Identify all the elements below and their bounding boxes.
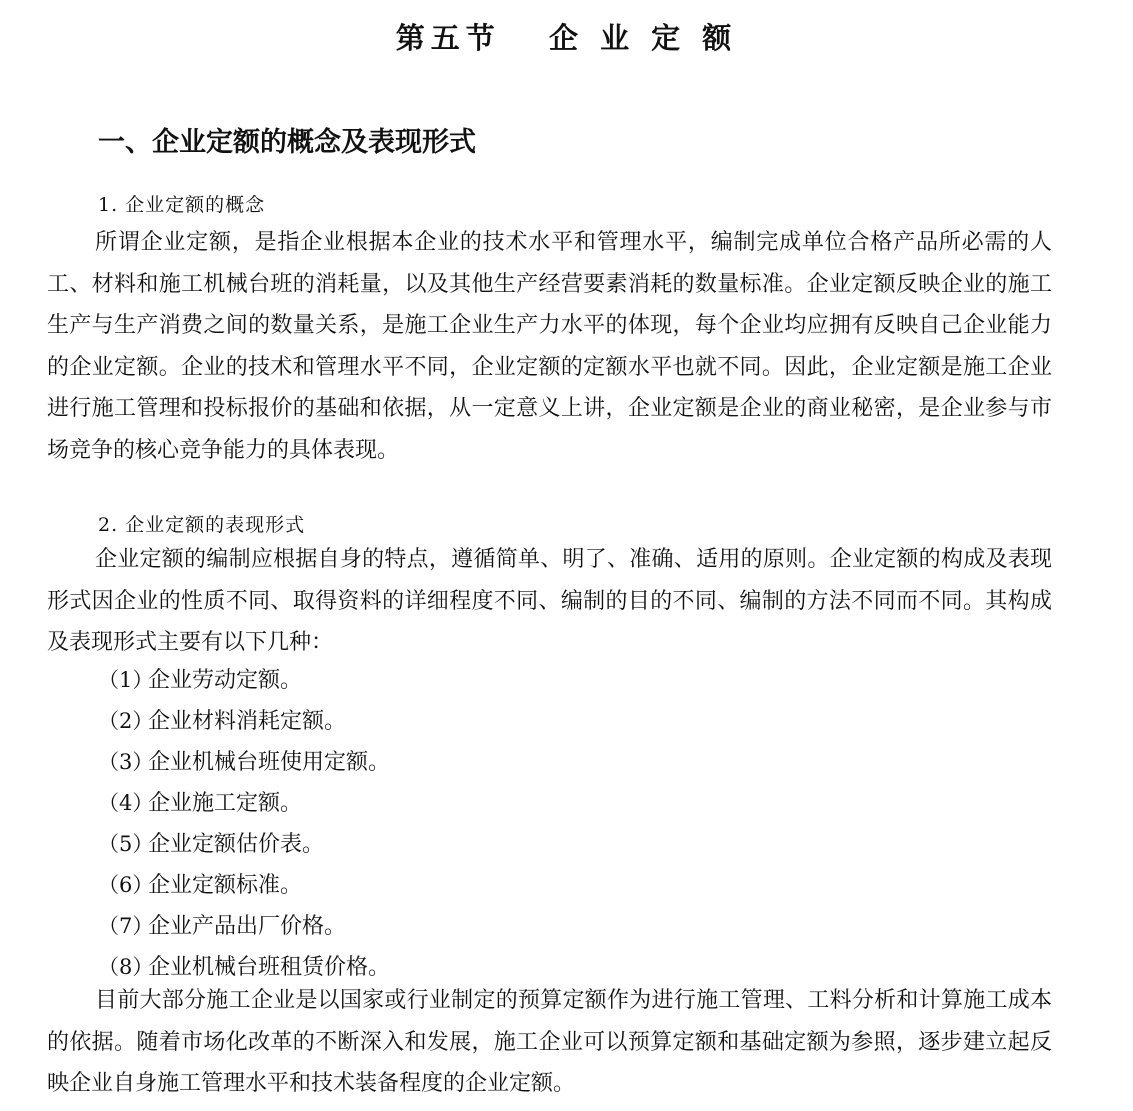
list-item-number: （5） bbox=[98, 832, 154, 856]
paragraph-closing: 目前大部分施工企业是以国家或行业制定的预算定额作为进行施工管理、工料分析和计算施工成本的依据。随着市场化改革的不断深入和发展，施工企业可以预算定额和基础定额为参照，逐步建立起反映企业自身施工管理水平和技术装备程度的企业定额。 bbox=[47, 988, 1052, 1097]
list-item-text: 企业机械台班使用定额。 bbox=[148, 750, 391, 775]
paragraph-forms: 企业定额的编制应根据自身的特点，遵循简单、明了、准确、适用的原则。企业定额的构成及表现形式因企业的性质不同、取得资料的详细程度不同、编制的目的不同、编制的方法不同而不同。其构成及表现形式主要有以下几种： bbox=[47, 547, 1052, 656]
list-item-number: （4） bbox=[98, 791, 154, 815]
list-item-number: （7） bbox=[98, 914, 154, 938]
list-item bbox=[98, 742, 390, 783]
list-item bbox=[98, 660, 390, 701]
list-item-text: 企业定额估价表。 bbox=[148, 832, 325, 857]
list-item-number: （2） bbox=[98, 709, 154, 733]
list-item-text: 企业材料消耗定额。 bbox=[148, 709, 347, 734]
list-item-number: （3） bbox=[98, 750, 154, 774]
paragraph-concept: 所谓企业定额，是指企业根据本企业的技术水平和管理水平，编制完成单位合格产品所必需的人工、材料和施工机械台班的消耗量，以及其他生产经营要素消耗的数量标准。企业定额反映企业的施工生产与生产消费之间的数量关系，是施工企业生产力水平的体现，每个企业均应拥有反映自己企业能力的企业定额。企业的技术和管理水平不同，企业定额的定额水平也就不同。因此，企业定额是施工企业进行施工管理和投标报价的基础和依据，从一定意义上讲，企业定额是企业的商业秘密，是企业参与市场竞争的核心竞争能力的具体表现。 bbox=[47, 230, 1052, 463]
chapter-heading: 一、企业定额的概念及表现形式 bbox=[98, 127, 476, 158]
list-item-text: 企业产品出厂价格。 bbox=[148, 914, 347, 939]
list-item bbox=[98, 783, 390, 824]
section-title: 第五节 企 业 定 额 bbox=[395, 21, 738, 55]
forms-list bbox=[98, 660, 390, 988]
list-item-text: 企业定额标准。 bbox=[148, 873, 303, 898]
list-item-number: （6） bbox=[98, 873, 154, 897]
list-item bbox=[98, 824, 390, 865]
list-item-text: 企业施工定额。 bbox=[148, 791, 303, 816]
list-item-text: 企业劳动定额。 bbox=[148, 668, 303, 693]
list-item-text: 企业机械台班租赁价格。 bbox=[148, 955, 391, 980]
subheading-forms: 2. 企业定额的表现形式 bbox=[98, 514, 306, 536]
list-item-number: （8） bbox=[98, 955, 154, 979]
list-item bbox=[98, 865, 390, 906]
subheading-concept: 1. 企业定额的概念 bbox=[98, 194, 266, 216]
list-item bbox=[98, 701, 390, 742]
list-item bbox=[98, 906, 390, 947]
list-item-number: （1） bbox=[98, 668, 154, 692]
